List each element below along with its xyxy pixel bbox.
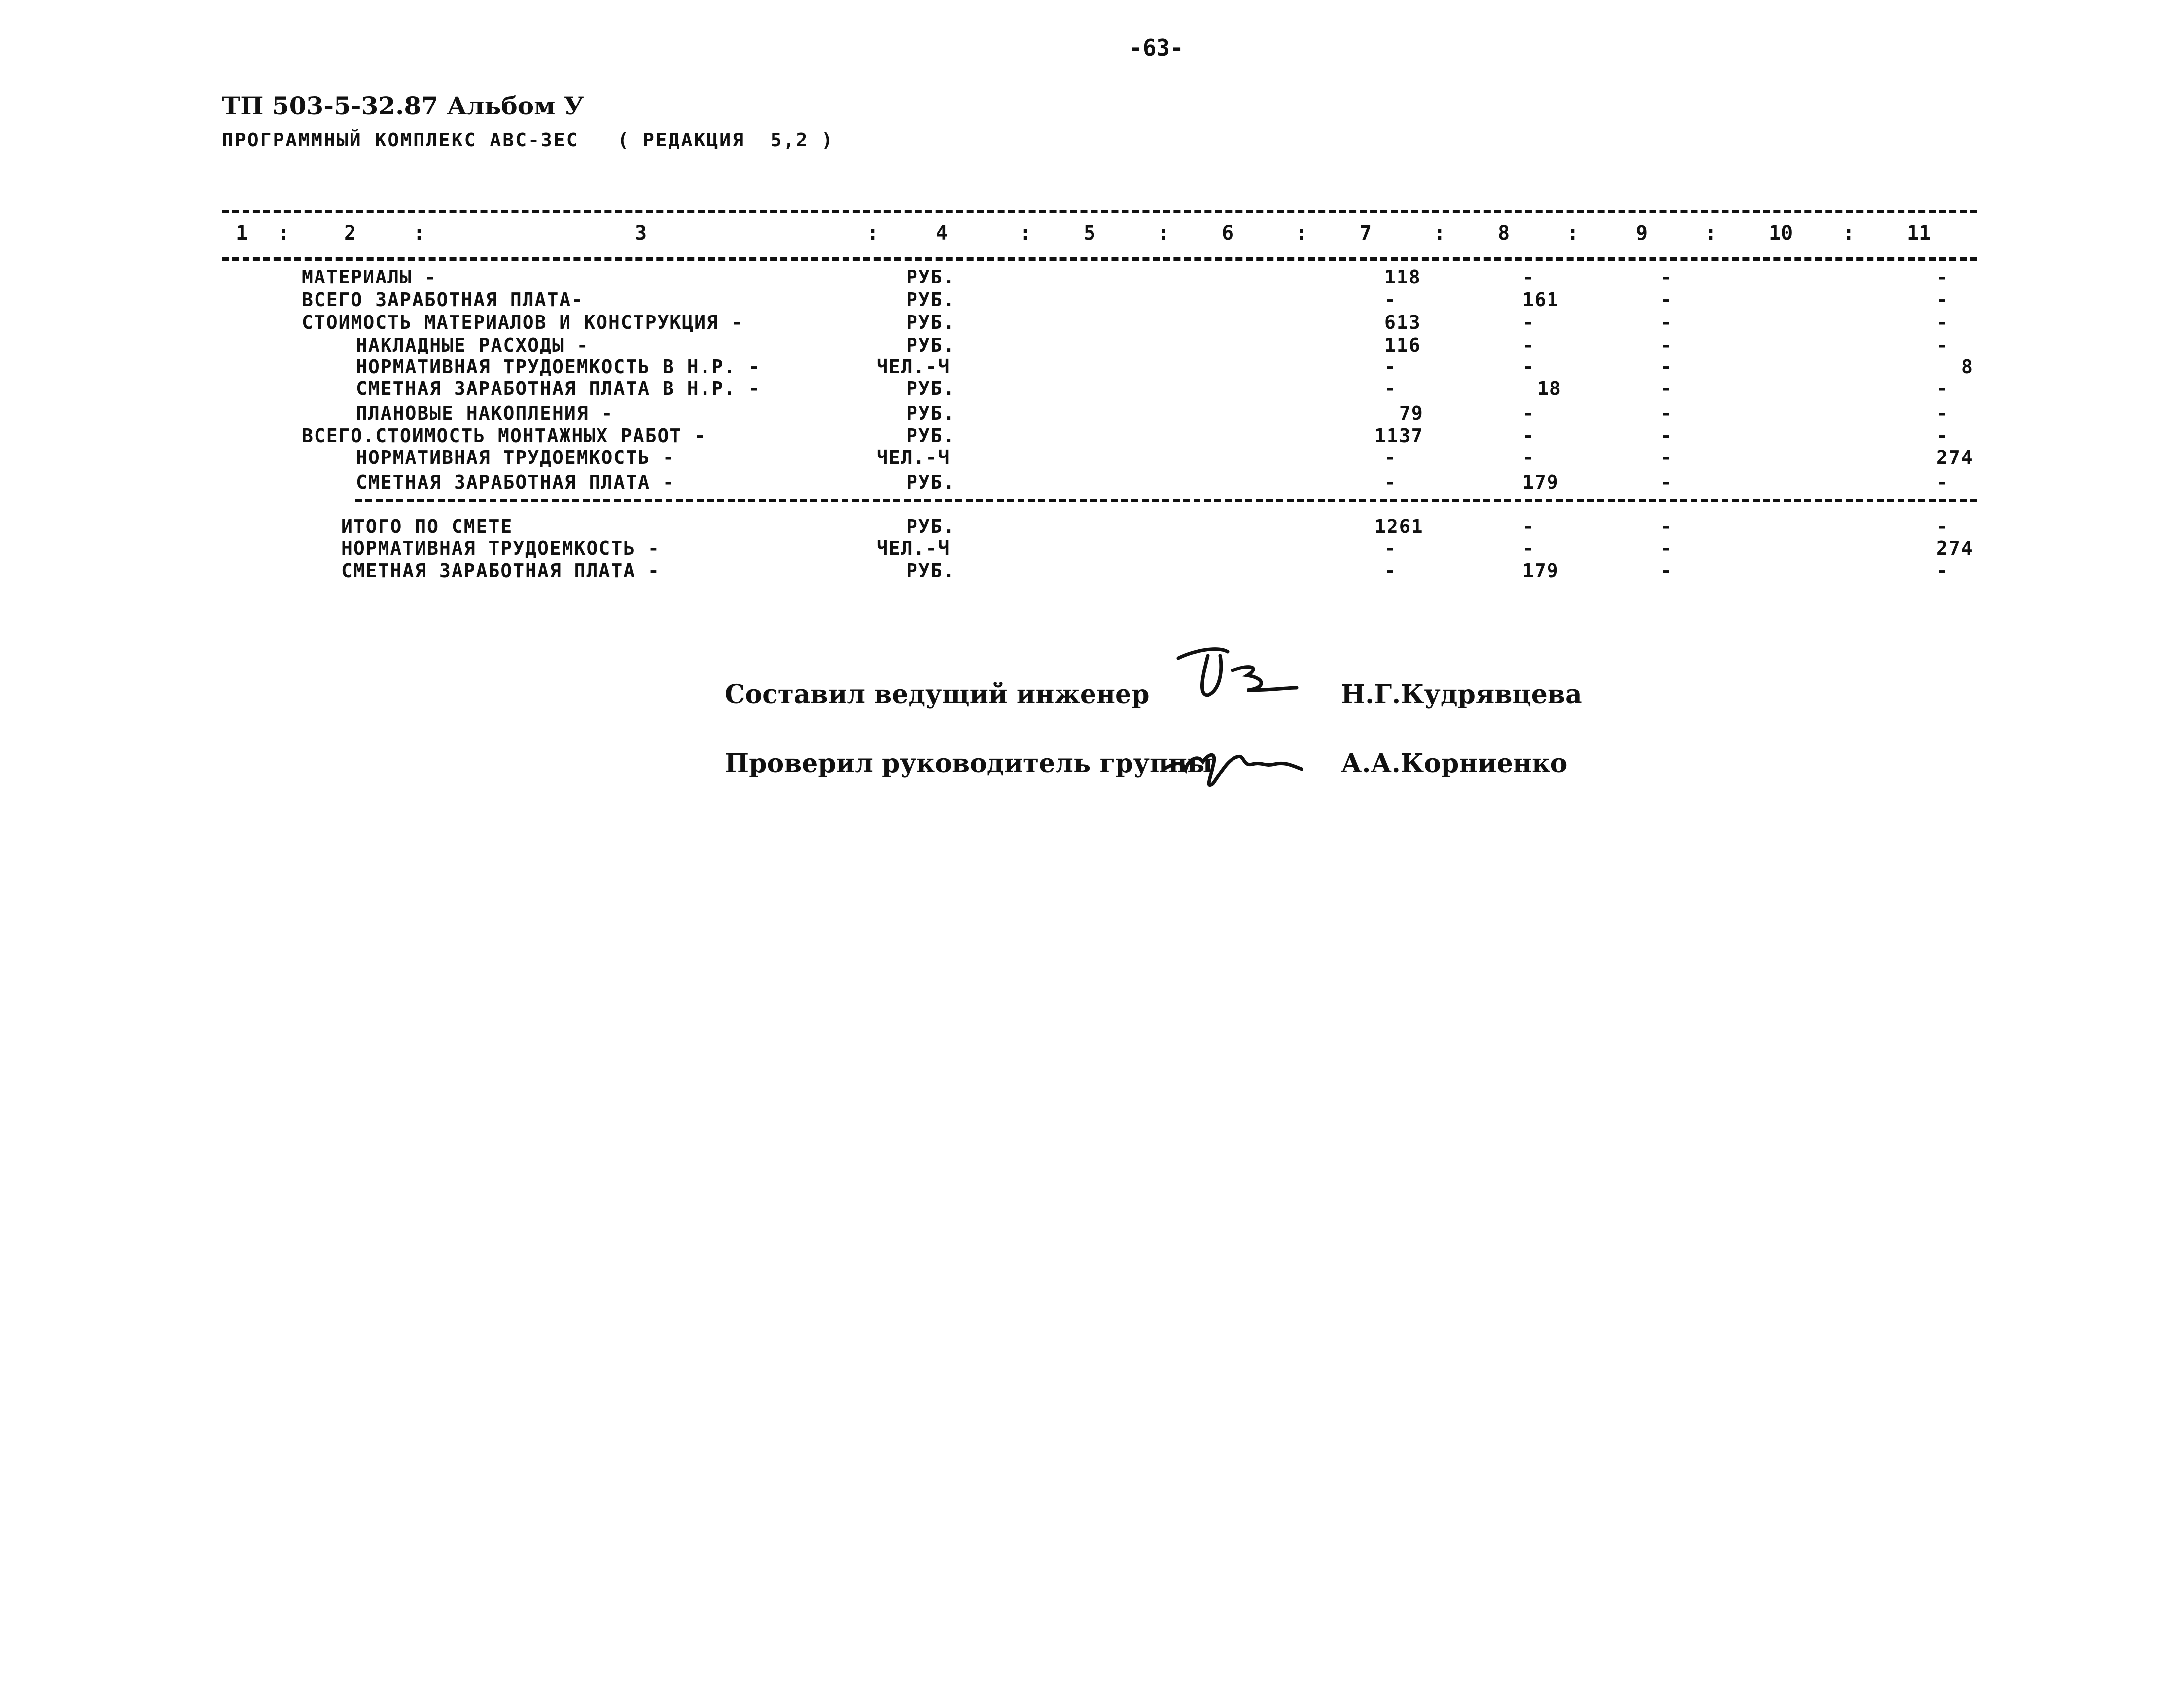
row-label: СМЕТНАЯ ЗАРАБОТНАЯ ПЛАТА - (356, 471, 675, 493)
cell-col9: - (1660, 289, 1673, 311)
cell-col11: - (1937, 378, 1949, 399)
cell-col8: - (1522, 402, 1535, 424)
row-unit: РУБ. (906, 402, 955, 424)
row-label: ВСЕГО.СТОИМОСТЬ МОНТАЖНЫХ РАБОТ - (302, 425, 706, 447)
row-unit: РУБ. (906, 312, 955, 333)
row-unit: РУБ. (906, 471, 955, 493)
cell-col8: - (1522, 266, 1535, 288)
column-separator: : (1158, 222, 1170, 245)
column-separator: : (1705, 222, 1717, 245)
cell-col7: - (1384, 560, 1397, 582)
cell-col11: - (1937, 312, 1949, 333)
cell-col9: - (1660, 425, 1673, 447)
row-unit: РУБ. (906, 560, 955, 582)
column-header-1: 1 (236, 222, 248, 245)
cell-col7: 613 (1384, 312, 1421, 333)
row-unit: ЧЕЛ.-Ч (877, 537, 951, 559)
cell-col8: - (1522, 334, 1535, 356)
column-separator: : (413, 222, 425, 245)
cell-col7: - (1384, 289, 1397, 311)
cell-col7: 79 (1399, 402, 1424, 424)
cell-col8: - (1522, 537, 1535, 559)
row-label: ВСЕГО ЗАРАБОТНАЯ ПЛАТА- (302, 289, 584, 311)
row-label: ИТОГО ПО СМЕТЕ (341, 516, 513, 537)
column-header-3: 3 (635, 222, 647, 245)
row-unit: РУБ. (906, 289, 955, 311)
cell-col9: - (1660, 334, 1673, 356)
cell-col7: 1137 (1374, 425, 1424, 447)
cell-col11: - (1937, 266, 1949, 288)
column-separator: : (867, 222, 879, 245)
column-header-4: 4 (936, 222, 948, 245)
cell-col8: - (1522, 516, 1535, 537)
row-unit: РУБ. (906, 425, 955, 447)
column-header-10: 10 (1769, 222, 1793, 245)
cell-col11: - (1937, 425, 1949, 447)
row-label: МАТЕРИАЛЫ - (302, 266, 437, 288)
column-separator: : (1296, 222, 1308, 245)
column-header-5: 5 (1084, 222, 1096, 245)
signature-compiler (1173, 641, 1302, 710)
row-unit: ЧЕЛ.-Ч (877, 447, 951, 468)
cell-col8: - (1522, 356, 1535, 378)
cell-col9: - (1660, 516, 1673, 537)
column-separator: : (1567, 222, 1579, 245)
cell-col11: 274 (1937, 447, 1973, 468)
subtotal-rule (355, 499, 1977, 502)
column-header-9: 9 (1636, 222, 1648, 245)
cell-col9: - (1660, 471, 1673, 493)
column-header-8: 8 (1498, 222, 1510, 245)
cell-col9: - (1660, 266, 1673, 288)
cell-col7: - (1384, 378, 1397, 399)
row-unit: РУБ. (906, 266, 955, 288)
compiled-by-role: Составил ведущий инженер (725, 679, 1150, 709)
cell-col7: - (1384, 471, 1397, 493)
cell-col9: - (1660, 560, 1673, 582)
header-bottom-rule (222, 257, 1977, 261)
cell-col7: - (1384, 537, 1397, 559)
document-reference: ТП 503-5-32.87 Альбом У (222, 91, 584, 120)
column-header-7: 7 (1360, 222, 1372, 245)
cell-col9: - (1660, 537, 1673, 559)
cell-col8: - (1522, 312, 1535, 333)
row-label: НАКЛАДНЫЕ РАСХОДЫ - (356, 334, 589, 356)
cell-col8: 179 (1522, 471, 1559, 493)
row-label: СТОИМОСТЬ МАТЕРИАЛОВ И КОНСТРУКЦИЯ - (302, 312, 743, 333)
cell-col7: 1261 (1374, 516, 1424, 537)
row-unit: РУБ. (906, 378, 955, 399)
cell-col11: - (1937, 516, 1949, 537)
cell-col7: - (1384, 356, 1397, 378)
cell-col11: - (1937, 402, 1949, 424)
column-header-6: 6 (1222, 222, 1234, 245)
row-unit: ЧЕЛ.-Ч (877, 356, 951, 378)
cell-col9: - (1660, 312, 1673, 333)
cell-col11: - (1937, 560, 1949, 582)
cell-col8: 18 (1537, 378, 1562, 399)
program-info: ПРОГРАММНЫЙ КОМПЛЕКС АВС-3ЕС ( РЕДАКЦИЯ 5,2 ) (222, 129, 835, 151)
column-separator: : (1434, 222, 1446, 245)
column-header-2: 2 (344, 222, 356, 245)
page-number: -63- (1129, 35, 1184, 61)
row-unit: РУБ. (906, 516, 955, 537)
row-label: ПЛАНОВЫЕ НАКОПЛЕНИЯ - (356, 402, 614, 424)
row-unit: РУБ. (906, 334, 955, 356)
column-separator: : (1020, 222, 1032, 245)
signature-checker (1159, 730, 1306, 794)
row-label: НОРМАТИВНАЯ ТРУДОЕМКОСТЬ - (341, 537, 660, 559)
cell-col11: 274 (1937, 537, 1973, 559)
cell-col11: - (1937, 334, 1949, 356)
cell-col9: - (1660, 378, 1673, 399)
checked-by-name: А.А.Корниенко (1341, 748, 1568, 778)
cell-col11: 8 (1961, 356, 1973, 378)
cell-col9: - (1660, 447, 1673, 468)
cell-col8: - (1522, 447, 1535, 468)
row-label: СМЕТНАЯ ЗАРАБОТНАЯ ПЛАТА В Н.Р. - (356, 378, 761, 399)
compiled-by-name: Н.Г.Кудрявцева (1341, 679, 1582, 709)
column-header-11: 11 (1907, 222, 1931, 245)
cell-col7: 116 (1384, 334, 1421, 356)
cell-col8: 179 (1522, 560, 1559, 582)
cell-col7: - (1384, 447, 1397, 468)
table-top-rule (222, 210, 1977, 213)
row-label: НОРМАТИВНАЯ ТРУДОЕМКОСТЬ - (356, 447, 675, 468)
cell-col7: 118 (1384, 266, 1421, 288)
column-separator: : (1843, 222, 1855, 245)
row-label: СМЕТНАЯ ЗАРАБОТНАЯ ПЛАТА - (341, 560, 660, 582)
cell-col9: - (1660, 356, 1673, 378)
cell-col9: - (1660, 402, 1673, 424)
checked-by-role: Проверил руководитель группы (725, 748, 1213, 778)
row-label: НОРМАТИВНАЯ ТРУДОЕМКОСТЬ В Н.Р. - (356, 356, 761, 378)
column-separator: : (278, 222, 290, 245)
cell-col8: - (1522, 425, 1535, 447)
cell-col11: - (1937, 471, 1949, 493)
cell-col8: 161 (1522, 289, 1559, 311)
cell-col11: - (1937, 289, 1949, 311)
